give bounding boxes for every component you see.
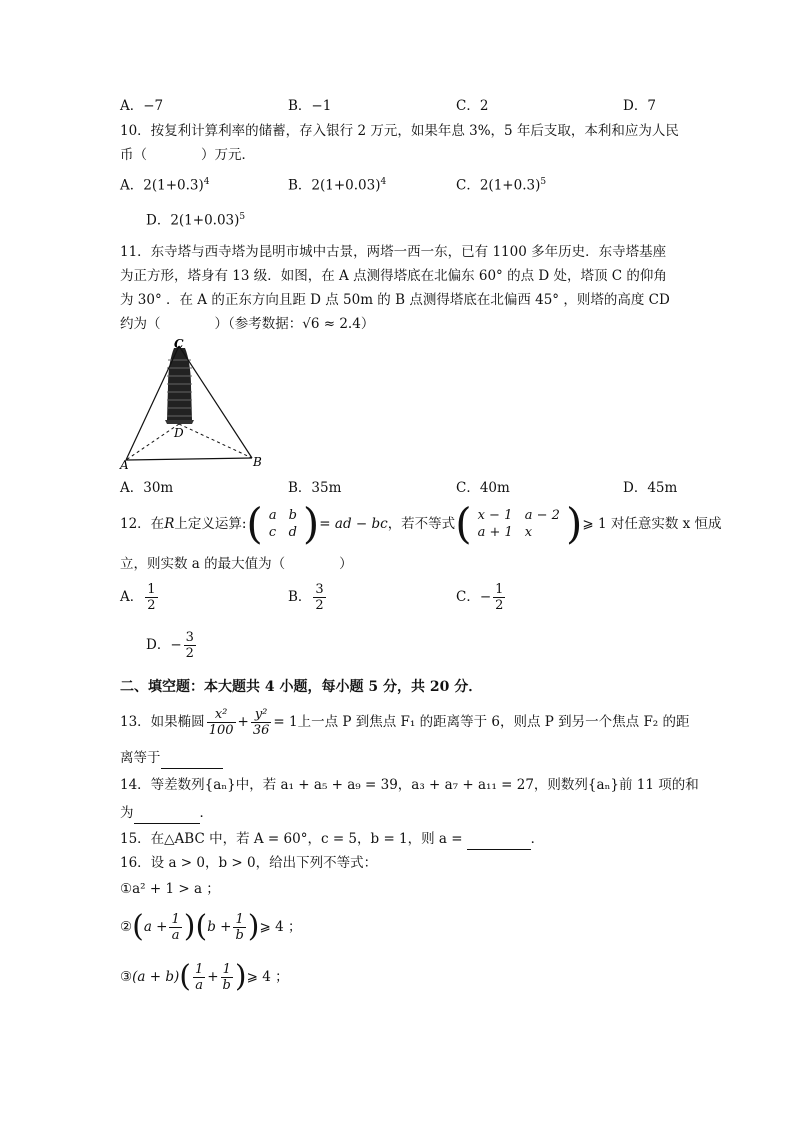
q9-option-c: C．2 <box>456 98 489 114</box>
q11-stem-line1: 11．东寺塔与西寺塔为昆明市城中古景，两塔一西一东，已有 1100 多年历史．东寺塔基座 <box>120 244 667 260</box>
q15-answer-blank[interactable] <box>467 829 531 850</box>
pagoda-figure <box>112 336 272 472</box>
q14-stem-line2: 为 ． <box>120 803 213 824</box>
q11-stem-line3: 为 30° ．在 A 的正东方向且距 D 点 50m 的 B 点测得塔底在北偏西 45° ，则塔的高度 CD <box>120 292 670 308</box>
q9-option-b: B．−1 <box>288 98 332 114</box>
q10-option-a: A．$2(1+0.3)^4$ <box>120 177 210 194</box>
q10-stem-line2: 币（ ）万元． <box>120 147 255 163</box>
q13-stem-line1: 13．如果椭圆 $\frac{\text{x²}}{100}$ + $\frac{\text{y²}}{36}$ = 1 上一点 P 到焦点 F₁ 的距离等于 6，则点 P 到另一个焦点 F₂ 的距 <box>120 706 690 738</box>
q11-option-d: D．45m <box>623 480 678 496</box>
q13-answer-blank[interactable] <box>161 748 223 769</box>
q11-stem-line2: 为正方形，塔身有 13 级．如图，在 A 点测得塔底在北偏东 60° 的点 D 处，塔顶 C 的仰角 <box>120 268 667 284</box>
q13-stem-line2: 离等于 <box>120 748 223 769</box>
q11-option-c: C．40m <box>456 480 510 496</box>
q15-stem: 15．在△ABC 中，若 A = 60°，c = 5，b = 1，则 a = ． <box>120 829 544 850</box>
q9-option-d: D．7 <box>623 98 656 114</box>
q12-option-b: B． $\frac{3}{2}$ <box>288 582 324 613</box>
q14-answer-blank[interactable] <box>134 803 200 824</box>
q10-option-b: B．$2(1+0.03)^4$ <box>288 177 387 194</box>
q11-option-b: B．35m <box>288 480 342 496</box>
q10-option-c: C．$2(1+0.3)^5$ <box>456 177 547 194</box>
label-a: A <box>120 458 129 472</box>
label-d: D <box>174 426 184 440</box>
q12-option-a: A． $\frac{1}{2}$ <box>120 582 156 613</box>
pagoda-icon <box>165 348 194 424</box>
reference-data: √6 ≈ 2.4 <box>302 316 361 332</box>
q16-item-2: ② ( a + $\frac{1}{a}$ ) ( b + $\frac{1}{b}$ ) ⩾ 4 ； <box>120 909 302 944</box>
q16-item-3: ③ (a + b) ( $\frac{1}{a}$ + $\frac{1}{b}$ ) ⩾ 4 ； <box>120 959 289 994</box>
q16-item-1: ①a² + 1 > a ； <box>120 881 220 897</box>
q14-stem-line1: 14．等差数列{aₙ}中，若 a₁ + a₅ + a₉ = 39，a₃ + a₇ + a₁₁ = 27，则数列{aₙ}前 11 项的和 <box>120 777 699 793</box>
q12-stem-line2: 立，则实数 a 的最大值为（ ） <box>120 556 353 572</box>
q10-option-d: D．$2(1+0.03)^5$ <box>146 212 246 229</box>
label-b: B <box>253 455 262 469</box>
q11-stem-line4: 约为（ ）（参考数据：√6 ≈ 2.4） <box>120 316 375 332</box>
section-fill-in-heading: 二、填空题：本大题共 4 小题，每小题 5 分，共 20 分． <box>120 679 483 695</box>
q16-stem: 16．设 a > 0，b > 0，给出下列不等式： <box>120 855 378 871</box>
definition-matrix: ( a b c d ) <box>246 499 320 548</box>
inequality-matrix: ( x − 1 a − 2 a + 1 x ) <box>455 499 583 548</box>
line-ab <box>126 458 252 460</box>
q9-option-a: A．−7 <box>120 98 164 114</box>
q10-stem-line1: 10．按复利计算利率的储蓄，存入银行 2 万元，如果年息 3%，5 年后支取，本利和应为人民 <box>120 123 679 139</box>
label-c: C <box>174 337 184 351</box>
q11-option-a: A．30m <box>120 480 174 496</box>
q12-stem-line1: 12．在 R 上定义运算: ( a b c d ) = ad − bc ，若不等式 ( x − 1 a − 2 a + 1 x ) ⩾ 1 对任意实数 x 恒成 <box>120 499 722 548</box>
q12-option-d: D．− $\frac{3}{2}$ <box>146 630 194 661</box>
q12-option-c: C．− $\frac{1}{2}$ <box>456 582 504 613</box>
